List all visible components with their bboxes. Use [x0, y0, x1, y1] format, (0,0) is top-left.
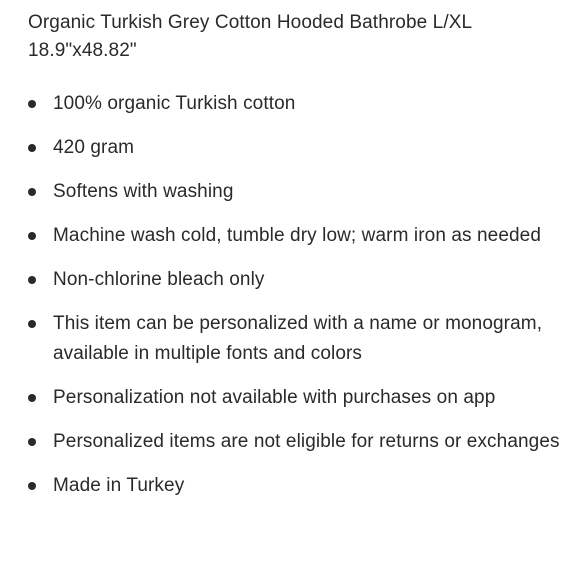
- feature-text: Softens with washing: [53, 181, 234, 202]
- feature-text: Personalized items are not eligible for returns or exchanges: [53, 431, 560, 452]
- feature-text: Made in Turkey: [53, 475, 185, 496]
- feature-text: Machine wash cold, tumble dry low; warm iron as needed: [53, 225, 542, 246]
- feature-item: [0, 427, 580, 457]
- product-dimensions: 18.9"x48.82": [28, 40, 137, 61]
- bullet-icon: [28, 482, 36, 490]
- bullet-icon: [28, 394, 36, 402]
- feature-text: Personalization not available with purchases on app: [53, 387, 496, 408]
- feature-text: Non-chlorine bleach only: [53, 269, 265, 290]
- bullet-icon: [28, 232, 36, 240]
- bullet-icon: [28, 276, 36, 284]
- bullet-icon: [28, 100, 36, 108]
- feature-item: [0, 265, 580, 295]
- feature-item: [0, 133, 580, 163]
- bullet-icon: [28, 438, 36, 446]
- feature-list: [0, 89, 580, 515]
- feature-text: 420 gram: [53, 137, 135, 158]
- feature-item: [0, 89, 580, 119]
- bullet-icon: [28, 320, 36, 328]
- feature-item: [0, 177, 580, 207]
- feature-item: [0, 309, 580, 369]
- feature-item: [0, 471, 580, 501]
- bullet-icon: [28, 144, 36, 152]
- product-title-line-1: Organic Turkish Grey Cotton Hooded Bathrobe L/XL: [28, 12, 473, 33]
- feature-item: [0, 383, 580, 413]
- feature-text: This item can be personalized with a name or monogram, available in multiple fonts and colors: [53, 313, 543, 364]
- feature-text: 100% organic Turkish cotton: [53, 93, 296, 114]
- feature-item: [0, 221, 580, 251]
- bullet-icon: [28, 188, 36, 196]
- product-title: [28, 9, 580, 65]
